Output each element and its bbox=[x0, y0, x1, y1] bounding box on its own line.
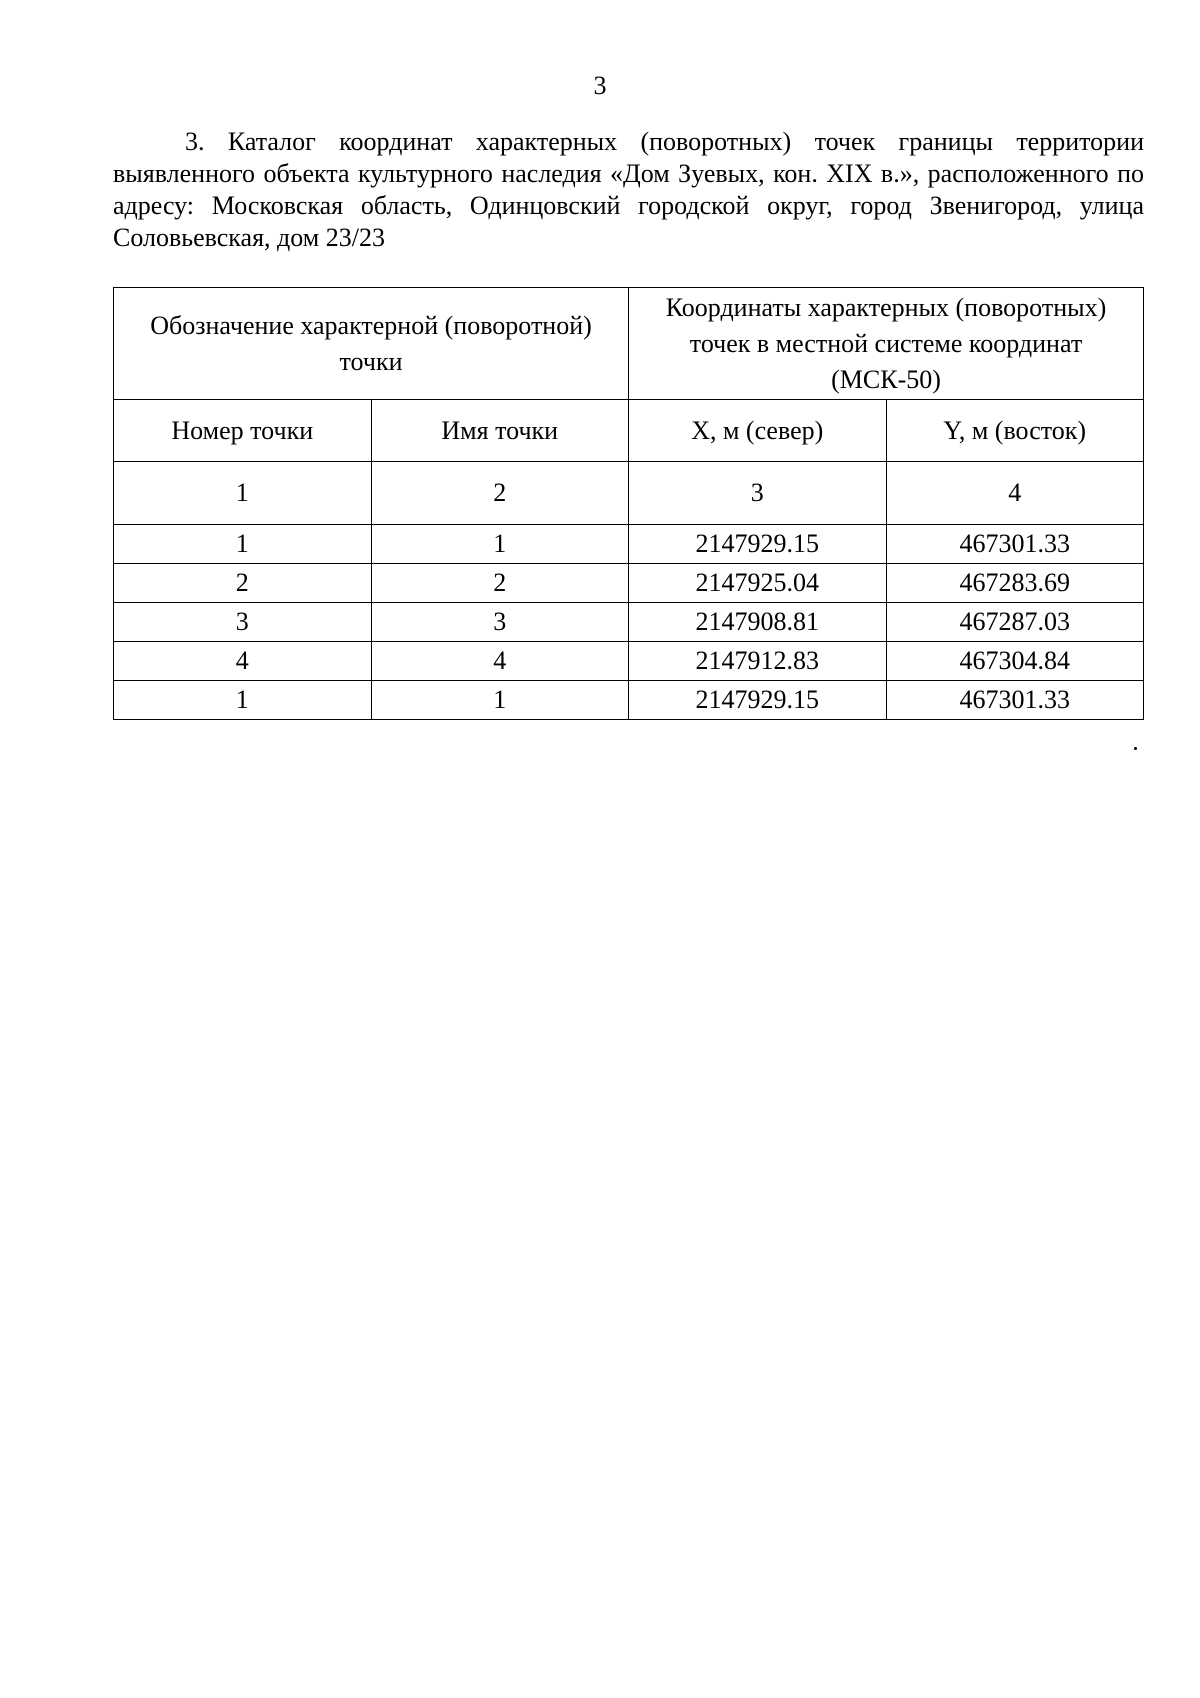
column-header: Y, м (восток) bbox=[886, 400, 1144, 462]
table-cell: 467301.33 bbox=[886, 525, 1144, 564]
column-header: Имя точки bbox=[371, 400, 629, 462]
table-cell: 1 bbox=[371, 681, 629, 720]
table-cell: 2 bbox=[371, 564, 629, 603]
header-coordinates-label: Координаты характерных (поворотных) точек в местной системе координат (МСК-50) bbox=[665, 292, 1107, 394]
table-cell: 2147925.04 bbox=[629, 564, 887, 603]
column-header: X, м (север) bbox=[629, 400, 887, 462]
table-cell: 2 bbox=[114, 564, 372, 603]
table-column-numbers-row bbox=[114, 462, 1144, 525]
header-point-designation-label: Обозначение характерной (поворотной) точки bbox=[150, 310, 592, 376]
column-number: 3 bbox=[629, 462, 887, 525]
stray-dot bbox=[1134, 747, 1137, 750]
table-row bbox=[114, 603, 1144, 642]
table-cell: 3 bbox=[114, 603, 372, 642]
header-coordinates bbox=[629, 288, 1144, 400]
table-cell: 1 bbox=[114, 525, 372, 564]
table-cell: 1 bbox=[114, 681, 372, 720]
page-number: 3 bbox=[593, 71, 607, 100]
table-cell: 2147908.81 bbox=[629, 603, 887, 642]
column-header: Номер точки bbox=[114, 400, 372, 462]
table-row bbox=[114, 681, 1144, 720]
table-cell: 467301.33 bbox=[886, 681, 1144, 720]
column-number: 2 bbox=[371, 462, 629, 525]
table-row bbox=[114, 642, 1144, 681]
table-cell: 467287.03 bbox=[886, 603, 1144, 642]
table-cell: 4 bbox=[114, 642, 372, 681]
table-cell: 2147929.15 bbox=[629, 525, 887, 564]
header-point-designation bbox=[114, 288, 629, 400]
coordinates-table bbox=[113, 287, 1144, 720]
table-cell: 2147912.83 bbox=[629, 642, 887, 681]
section-heading: 3. Каталог координат характерных (поворотных) точек границы территории выявленного объекта культурного наследия «Дом Зуевых, кон. XIX в.», расположенного по адресу: Московская область, Одинцовский городской округ, город Звенигород, улица Соловьевская, дом 23/23 bbox=[113, 127, 1144, 252]
table-cell: 467283.69 bbox=[886, 564, 1144, 603]
table-cell: 4 bbox=[371, 642, 629, 681]
table-cell: 1 bbox=[371, 525, 629, 564]
table-header-group-row bbox=[114, 288, 1144, 400]
column-number: 4 bbox=[886, 462, 1144, 525]
table-row bbox=[114, 564, 1144, 603]
table-cell: 2147929.15 bbox=[629, 681, 887, 720]
table-header-columns-row bbox=[114, 400, 1144, 462]
column-number: 1 bbox=[114, 462, 372, 525]
table-cell: 3 bbox=[371, 603, 629, 642]
table-row bbox=[114, 525, 1144, 564]
table-cell: 467304.84 bbox=[886, 642, 1144, 681]
